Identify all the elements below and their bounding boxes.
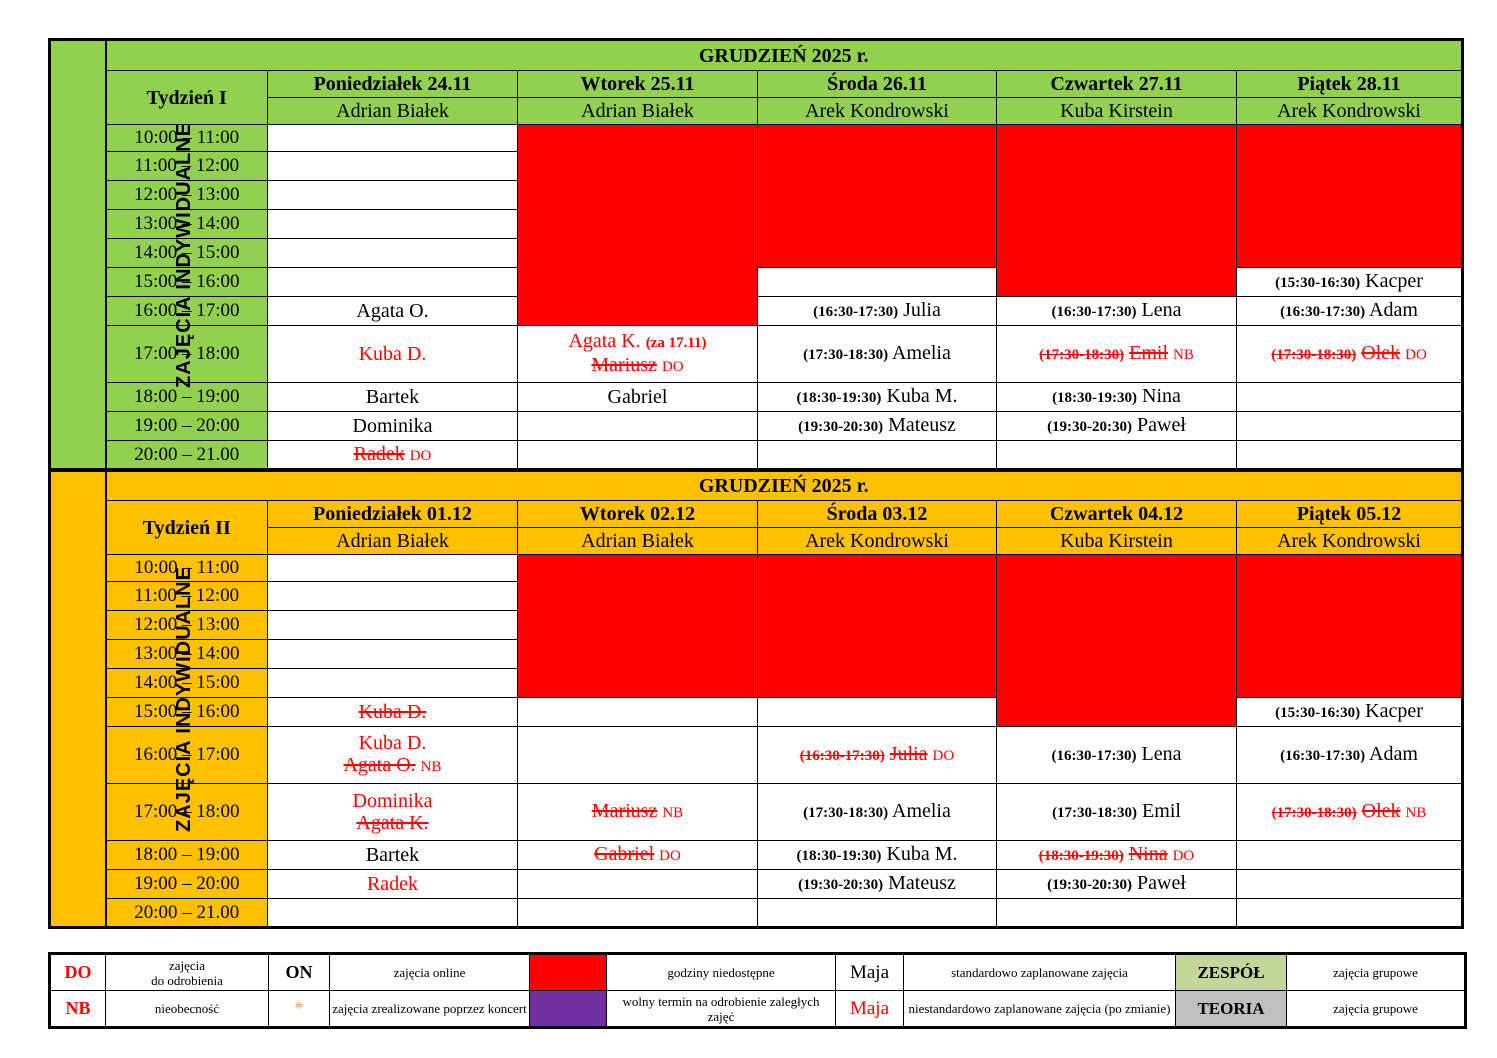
day-header: Czwartek 27.11 [997, 71, 1237, 98]
slot-cell: (16:30-17:30) Julia DO [758, 727, 997, 784]
slot-cell [268, 152, 518, 181]
time-slot: 19:00 – 20:00 [106, 412, 268, 441]
slot-cell: (16:30-17:30) Lena [997, 727, 1237, 784]
time-slot: 13:00 – 14:00 [106, 640, 268, 669]
slot-cell [758, 268, 997, 297]
legend [48, 952, 1467, 1029]
legend-nonstandard-example: Maja [836, 991, 904, 1028]
legend-zespol-desc: zajęcia grupowe [1287, 954, 1466, 991]
teacher: Adrian Białek [518, 528, 758, 555]
slot-cell [268, 268, 518, 297]
slot-cell [518, 899, 758, 928]
slot-cell: Mariusz NB [518, 784, 758, 841]
legend-on-desc: zajęcia online [330, 954, 530, 991]
legend-concert-desc: zajęcia zrealizowane poprzez koncert [330, 991, 530, 1028]
time-slot: 19:00 – 20:00 [106, 870, 268, 899]
slot-cell [268, 125, 518, 152]
time-slot: 17:00 – 18:00 [106, 326, 268, 383]
legend-nb-code: NB [50, 991, 106, 1028]
slot-cell: (19:30-20:30) Paweł [997, 870, 1237, 899]
time-slot: 17:00 – 18:00 [106, 784, 268, 841]
slot-cell: (16:30-17:30) Adam [1237, 297, 1463, 326]
slot-cell: (18:30-19:30) Kuba M. [758, 841, 997, 870]
legend-do-desc: zajęcia do odrobienia [106, 954, 269, 991]
slot-cell [758, 698, 997, 727]
slot-cell: Kuba D. [268, 698, 518, 727]
legend-unavailable-swatch [530, 954, 607, 991]
day-header: Wtorek 02.12 [518, 501, 758, 528]
legend-teoria: TEORIA [1176, 991, 1287, 1028]
teacher: Kuba Kirstein [997, 98, 1237, 125]
time-slot: 15:00 – 16:00 [106, 268, 268, 297]
slot-cell: (18:30-19:30) Nina DO [997, 841, 1237, 870]
week-label: Tydzień I [106, 71, 268, 125]
time-slot: 15:00 – 16:00 [106, 698, 268, 727]
slot-cell: (19:30-20:30) Mateusz [758, 412, 997, 441]
slot-cell: Dominika [268, 412, 518, 441]
legend-free-desc: wolny termin na odrobienie zaległych zajęć [607, 991, 836, 1028]
time-slot: 13:00 – 14:00 [106, 210, 268, 239]
time-slot: 11:00 – 12:00 [106, 152, 268, 181]
slot-cell: (19:30-20:30) Paweł [997, 412, 1237, 441]
slot-cell [1237, 412, 1463, 441]
slot-cell: Radek DO [268, 441, 518, 470]
legend-concert-star: * [269, 991, 330, 1028]
slot-cell [268, 239, 518, 268]
slot-cell [518, 727, 758, 784]
slot-cell: (18:30-19:30) Nina [997, 383, 1237, 412]
time-slot: 12:00 – 13:00 [106, 181, 268, 210]
unavailable-block [997, 555, 1237, 727]
teacher: Adrian Białek [268, 98, 518, 125]
time-slot: 16:00 – 17:00 [106, 727, 268, 784]
slot-cell: (17:30-18:30) Olek NB [1237, 784, 1463, 841]
slot-cell [268, 555, 518, 582]
slot-cell [518, 870, 758, 899]
month-header: GRUDZIEŃ 2025 r. [106, 40, 1463, 71]
teacher: Arek Kondrowski [1237, 98, 1463, 125]
day-header: Poniedziałek 01.12 [268, 501, 518, 528]
legend-teoria-desc: zajęcia grupowe [1287, 991, 1466, 1028]
slot-cell [268, 181, 518, 210]
slot-cell: Bartek [268, 383, 518, 412]
slot-cell: Dominika Agata K. [268, 784, 518, 841]
slot-cell [268, 899, 518, 928]
legend-do-code: DO [50, 954, 106, 991]
slot-cell: (17:30-18:30) Olek DO [1237, 326, 1463, 383]
unavailable-block [518, 555, 758, 698]
week-1-schedule [48, 38, 1464, 471]
time-slot: 11:00 – 12:00 [106, 582, 268, 611]
time-slot: 12:00 – 13:00 [106, 611, 268, 640]
legend-nonstandard-desc: niestandardowo zaplanowane zajęcia (po zmianie) [904, 991, 1176, 1028]
slot-cell: (17:30-18:30) Amelia [758, 784, 997, 841]
unavailable-block [997, 125, 1237, 297]
slot-cell: Kuba D. Agata O. NB [268, 727, 518, 784]
slot-cell [1237, 383, 1463, 412]
day-header: Poniedziałek 24.11 [268, 71, 518, 98]
slot-cell [268, 640, 518, 669]
day-header: Piątek 05.12 [1237, 501, 1463, 528]
slot-cell: (19:30-20:30) Mateusz [758, 870, 997, 899]
unavailable-block [758, 125, 997, 268]
legend-free-swatch [530, 991, 607, 1028]
unavailable-block [518, 125, 758, 326]
slot-cell: Gabriel DO [518, 841, 758, 870]
side-label: ZAJĘCIA INDYWIDUALNE [50, 40, 106, 470]
legend-standard-example: Maja [836, 954, 904, 991]
teacher: Arek Kondrowski [758, 98, 997, 125]
slot-cell: Agata O. [268, 297, 518, 326]
teacher: Adrian Białek [268, 528, 518, 555]
month-header: GRUDZIEŃ 2025 r. [106, 471, 1463, 501]
day-header: Czwartek 04.12 [997, 501, 1237, 528]
slot-cell [518, 412, 758, 441]
slot-cell: Agata K. (za 17.11) Mariusz DO [518, 326, 758, 383]
slot-cell [518, 698, 758, 727]
time-slot: 10:00 – 11:00 [106, 125, 268, 152]
slot-cell [268, 669, 518, 698]
slot-cell: Radek [268, 870, 518, 899]
slot-cell: Gabriel [518, 383, 758, 412]
time-slot: 14:00 – 15:00 [106, 669, 268, 698]
time-slot: 18:00 – 19:00 [106, 383, 268, 412]
day-header: Środa 26.11 [758, 71, 997, 98]
slot-cell: (16:30-17:30) Adam [1237, 727, 1463, 784]
unavailable-block [1237, 555, 1463, 698]
day-header: Piątek 28.11 [1237, 71, 1463, 98]
slot-cell: (18:30-19:30) Kuba M. [758, 383, 997, 412]
time-slot: 10:00 – 11:00 [106, 555, 268, 582]
slot-cell [268, 210, 518, 239]
slot-cell: (15:30-16:30) Kacper [1237, 268, 1463, 297]
slot-cell [1237, 870, 1463, 899]
slot-cell: (15:30-16:30) Kacper [1237, 698, 1463, 727]
time-slot: 14:00 – 15:00 [106, 239, 268, 268]
slot-cell [997, 899, 1237, 928]
teacher: Arek Kondrowski [758, 528, 997, 555]
legend-zespol: ZESPÓŁ [1176, 954, 1287, 991]
unavailable-block [1237, 125, 1463, 268]
slot-cell [518, 441, 758, 470]
legend-on-code: ON [269, 954, 330, 991]
slot-cell: (17:30-18:30) Emil NB [997, 326, 1237, 383]
time-slot: 20:00 – 21.00 [106, 899, 268, 928]
slot-cell: Kuba D. [268, 326, 518, 383]
unavailable-block [758, 555, 997, 698]
time-slot: 20:00 – 21.00 [106, 441, 268, 470]
slot-cell: (16:30-17:30) Lena [997, 297, 1237, 326]
week-label: Tydzień II [106, 501, 268, 555]
slot-cell [1237, 441, 1463, 470]
slot-cell [268, 582, 518, 611]
slot-cell [758, 441, 997, 470]
slot-cell [758, 899, 997, 928]
week-2-schedule [48, 469, 1464, 929]
teacher: Adrian Białek [518, 98, 758, 125]
slot-cell [268, 611, 518, 640]
legend-unavailable-desc: godziny niedostępne [607, 954, 836, 991]
time-slot: 16:00 – 17:00 [106, 297, 268, 326]
slot-cell: (16:30-17:30) Julia [758, 297, 997, 326]
day-header: Wtorek 25.11 [518, 71, 758, 98]
legend-standard-desc: standardowo zaplanowane zajęcia [904, 954, 1176, 991]
slot-cell: (17:30-18:30) Emil [997, 784, 1237, 841]
legend-nb-desc: nieobecność [106, 991, 269, 1028]
teacher: Arek Kondrowski [1237, 528, 1463, 555]
slot-cell [997, 441, 1237, 470]
slot-cell [1237, 899, 1463, 928]
day-header: Środa 03.12 [758, 501, 997, 528]
slot-cell [1237, 841, 1463, 870]
teacher: Kuba Kirstein [997, 528, 1237, 555]
slot-cell: Bartek [268, 841, 518, 870]
slot-cell: (17:30-18:30) Amelia [758, 326, 997, 383]
side-label: ZAJĘCIA INDYWIDUALNE [50, 471, 106, 928]
time-slot: 18:00 – 19:00 [106, 841, 268, 870]
